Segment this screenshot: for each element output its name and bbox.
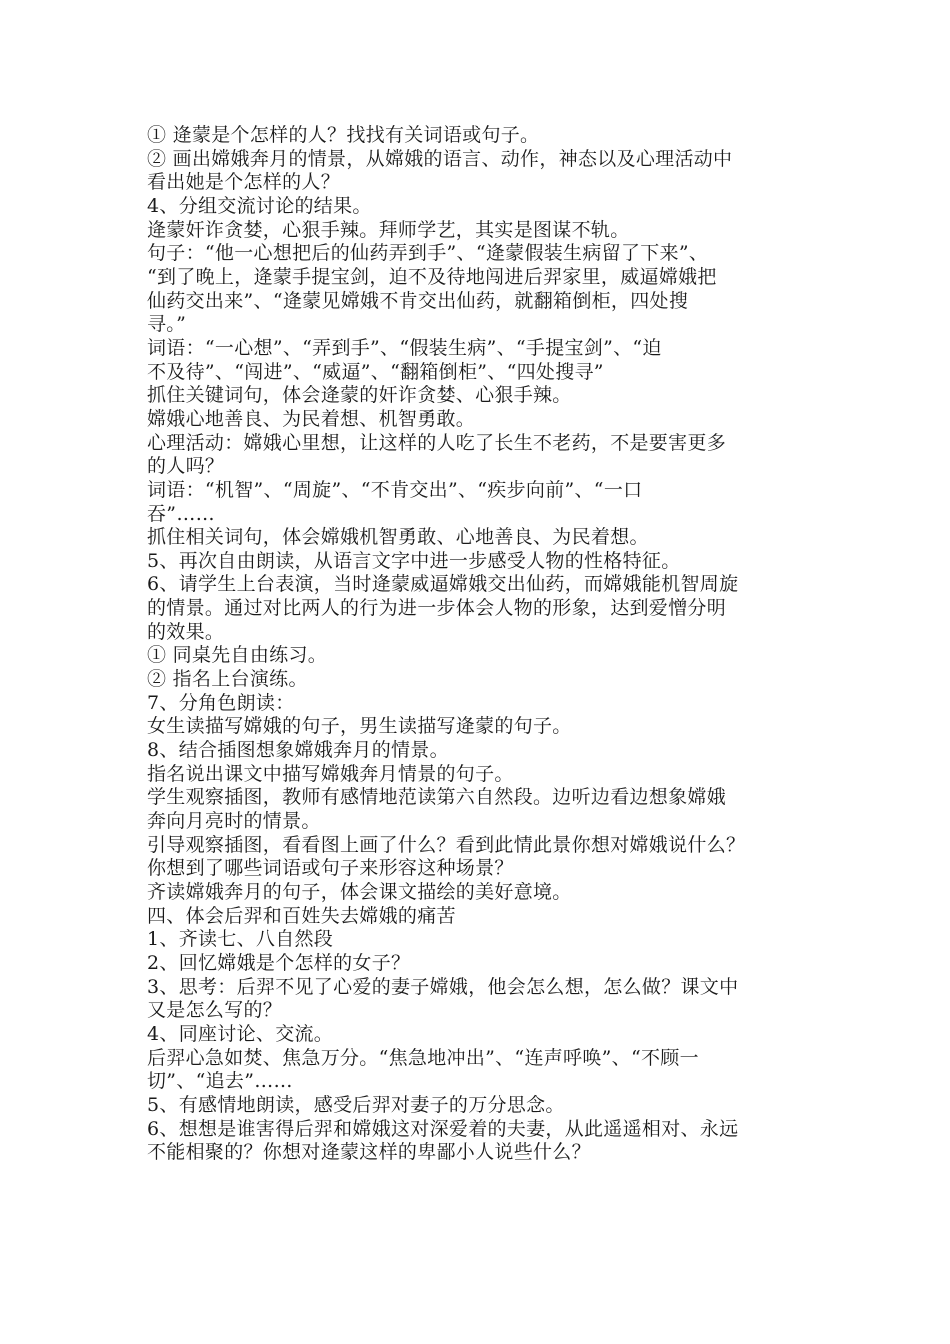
text-line: 切”、“追去”…… xyxy=(147,1070,293,1093)
text-line: 嫦娥心地善良、为民着想、机智勇敢。 xyxy=(147,407,476,430)
text-line: 抓住关键词句，体会逄蒙的奸诈贪婪、心狠手辣。 xyxy=(147,384,572,407)
text-line: 学生观察插图，教师有感情地范读第六自然段。边听边看边想象嫦娥 xyxy=(147,786,727,809)
text-line: 词语：“一心想”、“弄到手”、“假装生病”、“手提宝剑”、“迫 xyxy=(147,336,662,359)
text-line: 句子：“他一心想把后的仙药弄到手”、“逄蒙假装生病留了下来”、 xyxy=(147,242,709,265)
text-line: ② 指名上台演练。 xyxy=(147,668,308,691)
text-line: 5、有感情地朗读，感受后羿对妻子的万分思念。 xyxy=(147,1093,565,1116)
text-line: 2、回忆嫦娥是个怎样的女子？ xyxy=(147,951,411,974)
text-line: 吞”…… xyxy=(147,502,215,525)
text-line: 寻。” xyxy=(147,313,187,336)
text-line: 6、请学生上台表演，当时逄蒙威逼嫦娥交出仙药，而嫦娥能机智周旋 xyxy=(147,573,739,596)
text-line: 齐读嫦娥奔月的句子，体会课文描绘的美好意境。 xyxy=(147,881,572,903)
document-body xyxy=(147,124,817,1165)
text-line: 你想到了哪些词语或句子来形容这种场景？ xyxy=(147,857,514,880)
text-line: 奔向月亮时的情景。 xyxy=(147,810,321,833)
text-line: 抓住相关词句，体会嫦娥机智勇敢、心地善良、为民着想。 xyxy=(147,526,649,549)
text-line: 的人吗？ xyxy=(147,455,225,478)
text-line: 1、齐读七、八自然段 xyxy=(147,928,334,951)
text-line: 的情景。通过对比两人的行为进一步体会人物的形象，达到爱憎分明 xyxy=(147,597,727,620)
text-line: 女生读描写嫦娥的句子，男生读描写逄蒙的句子。 xyxy=(147,715,572,738)
text-line: 4、同座讨论、交流。 xyxy=(147,1022,334,1045)
text-line: 5、再次自由朗读，从语言文字中进一步感受人物的性格特征。 xyxy=(147,549,681,572)
text-line: 不及待”、“闯进”、“威逼”、“翻箱倒柜”、“四处搜寻” xyxy=(147,360,604,383)
text-line: 仙药交出来”、“逄蒙见嫦娥不肯交出仙药，就翻箱倒柜，四处搜 xyxy=(147,289,689,312)
text-line: 引导观察插图，看看图上画了什么？看到此情此景你想对嫦娥说什么？ xyxy=(147,833,746,856)
section-heading: 四、体会后羿和百姓失去嫦娥的痛苦 xyxy=(147,904,456,927)
text-line: ① 同桌先自由练习。 xyxy=(147,644,328,667)
text-line: 又是怎么写的？ xyxy=(147,999,283,1022)
text-line: 心理活动：嫦娥心里想，让这样的人吃了长生不老药，不是要害更多 xyxy=(147,431,727,454)
text-line: “到了晚上，逄蒙手提宝剑，迫不及待地闯进后羿家里，威逼嫦娥把 xyxy=(147,265,717,288)
text-line: 后羿心急如焚、焦急万分。“焦急地冲出”、“连声呼唤”、“不顾一 xyxy=(147,1046,699,1069)
text-line: ① 逄蒙是个怎样的人？找找有关词语或句子。 xyxy=(147,124,540,146)
text-line: 逄蒙奸诈贪婪，心狠手辣。拜师学艺，其实是图谋不轨。 xyxy=(147,218,630,241)
text-line: 3、思考：后羿不见了心爱的妻子嫦娥，他会怎么想，怎么做？课文中 xyxy=(147,975,739,998)
text-line: 词语：“机智”、“周旋”、“不肯交出”、“疾步向前”、“一口 xyxy=(147,478,643,501)
text-line: 不能相聚的？你想对逄蒙这样的卑鄙小人说些什么？ xyxy=(147,1141,591,1164)
text-line: 4、分组交流讨论的结果。 xyxy=(147,194,372,217)
text-line: 指名说出课文中描写嫦娥奔月情景的句子。 xyxy=(147,762,514,785)
text-line: 看出她是个怎样的人？ xyxy=(147,171,341,194)
text-line: 的效果。 xyxy=(147,620,225,643)
text-line: 7、分角色朗读： xyxy=(147,691,295,714)
text-line: ② 画出嫦娥奔月的情景，从嫦娥的语言、动作，神态以及心理活动中 xyxy=(147,147,733,170)
text-line: 6、想想是谁害得后羿和嫦娥这对深爱着的夫妻，从此遥遥相对、永远 xyxy=(147,1117,739,1140)
text-line: 8、结合插图想象嫦娥奔月的情景。 xyxy=(147,739,449,762)
